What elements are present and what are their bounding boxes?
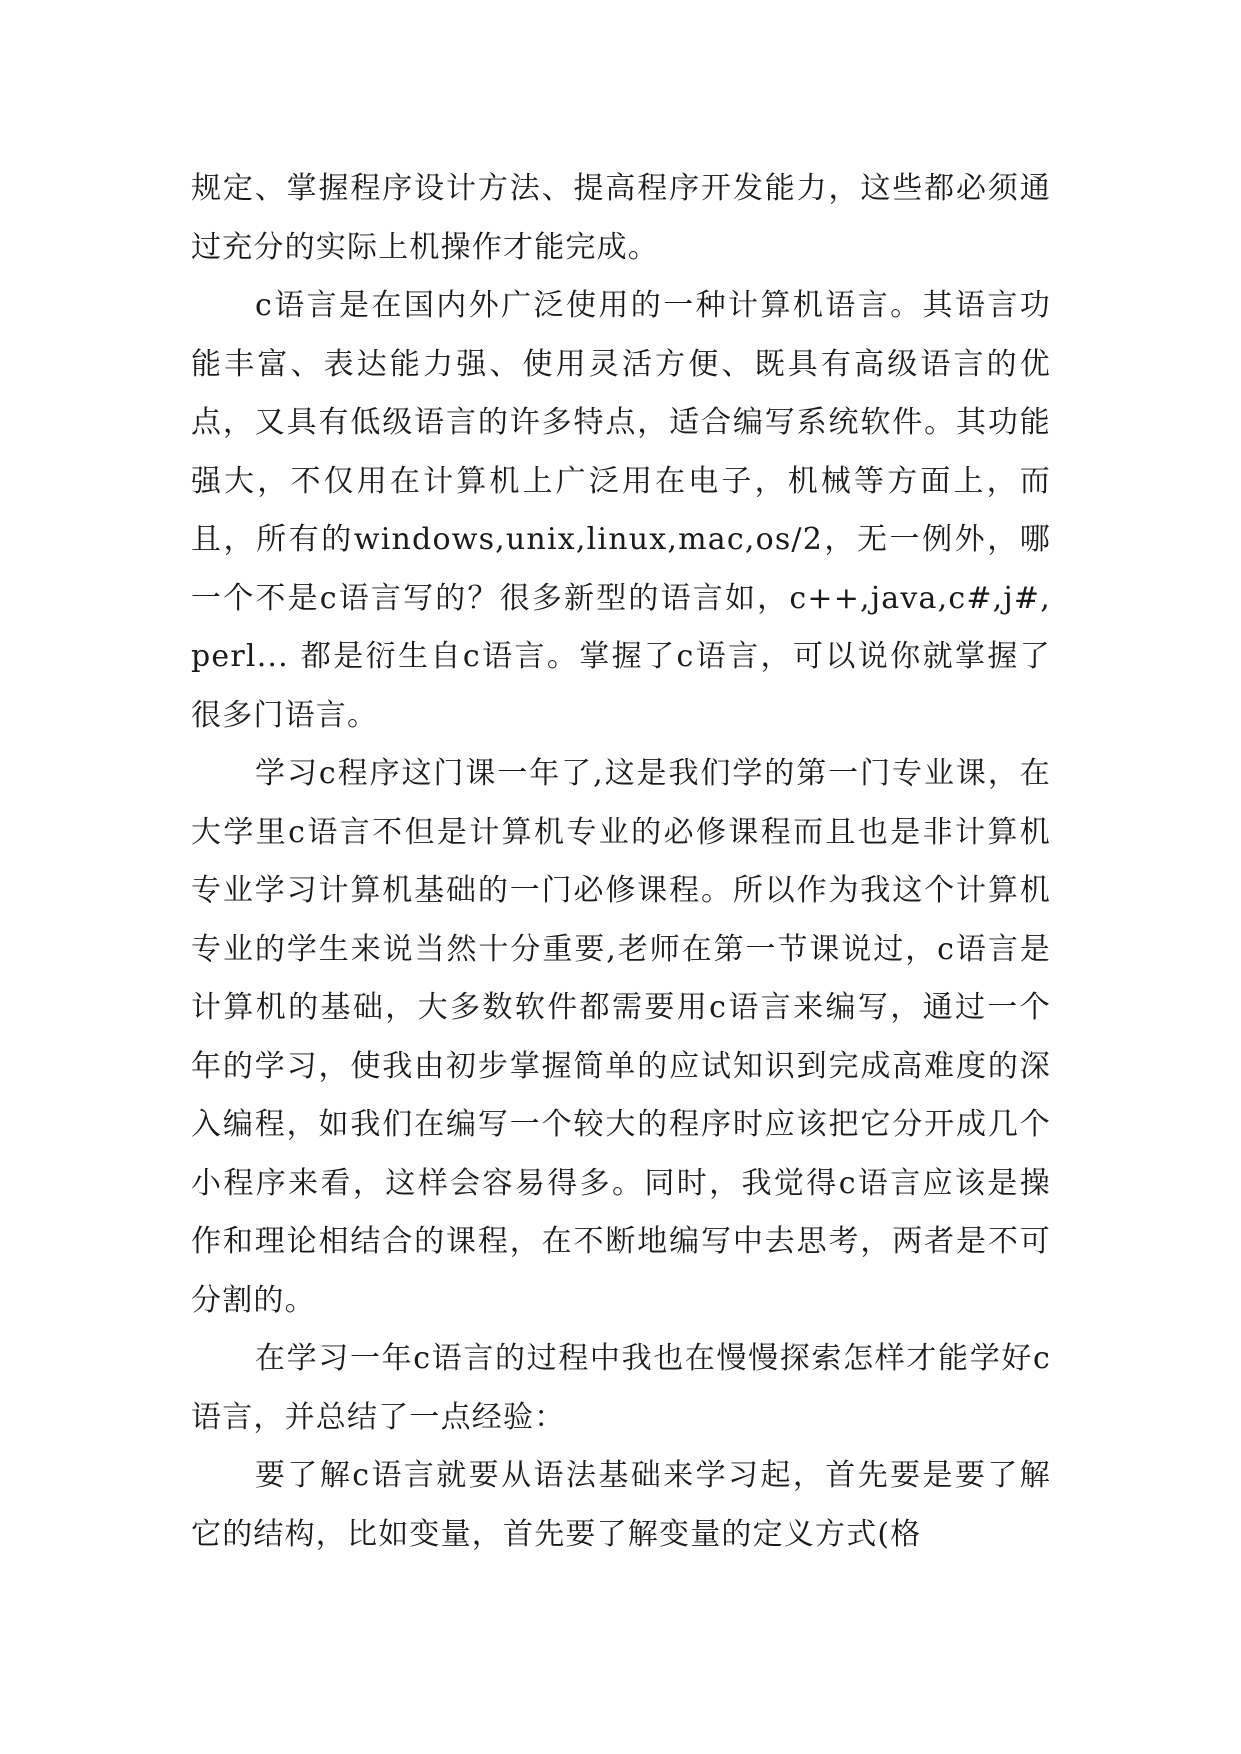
paragraph-4: 在学习一年c语言的过程中我也在慢慢探索怎样才能学好c语言，并总结了一点经验：: [191, 1341, 1051, 1435]
paragraph-2: c语言是在国内外广泛使用的一种计算机语言。其语言功能丰富、表达能力强、使用灵活方便、既具有高级语言的优点，又具有低级语言的许多特点，适合编写系统软件。其功能强大，不仅用在计算机上广泛用在电子，机械等方面上，而且，所有的windows,unix,linux,mac,os/2，无一例外，哪一个不是c语言写的？很多新型的语言如，c++,java,c#,j#,perl... 都是衍生自c语言。掌握了c语言，可以说你就掌握了很多门语言。: [191, 288, 1051, 733]
paragraph-3: 学习c程序这门课一年了,这是我们学的第一门专业课，在大学里c语言不但是计算机专业的必修课程而且也是非计算机专业学习计算机基础的一门必修课程。所以作为我这个计算机专业的学生来说当然十分重要,老师在第一节课说过，c语言是计算机的基础，大多数软件都需要用c语言来编写，通过一个年的学习，使我由初步掌握简单的应试知识到完成高难度的深入编程，如我们在编写一个较大的程序时应该把它分开成几个小程序来看，这样会容易得多。同时，我觉得c语言应该是操作和理论相结合的课程，在不断地编写中去思考，两者是不可分割的。: [191, 756, 1051, 1318]
document-body: [191, 160, 1051, 1564]
paragraph-5: 要了解c语言就要从语法基础来学习起，首先要是要了解它的结构，比如变量，首先要了解变量的定义方式(格: [191, 1458, 1051, 1552]
paragraph-1: 规定、掌握程序设计方法、提高程序开发能力，这些都必须通过充分的实际上机操作才能完成。: [191, 171, 1051, 265]
